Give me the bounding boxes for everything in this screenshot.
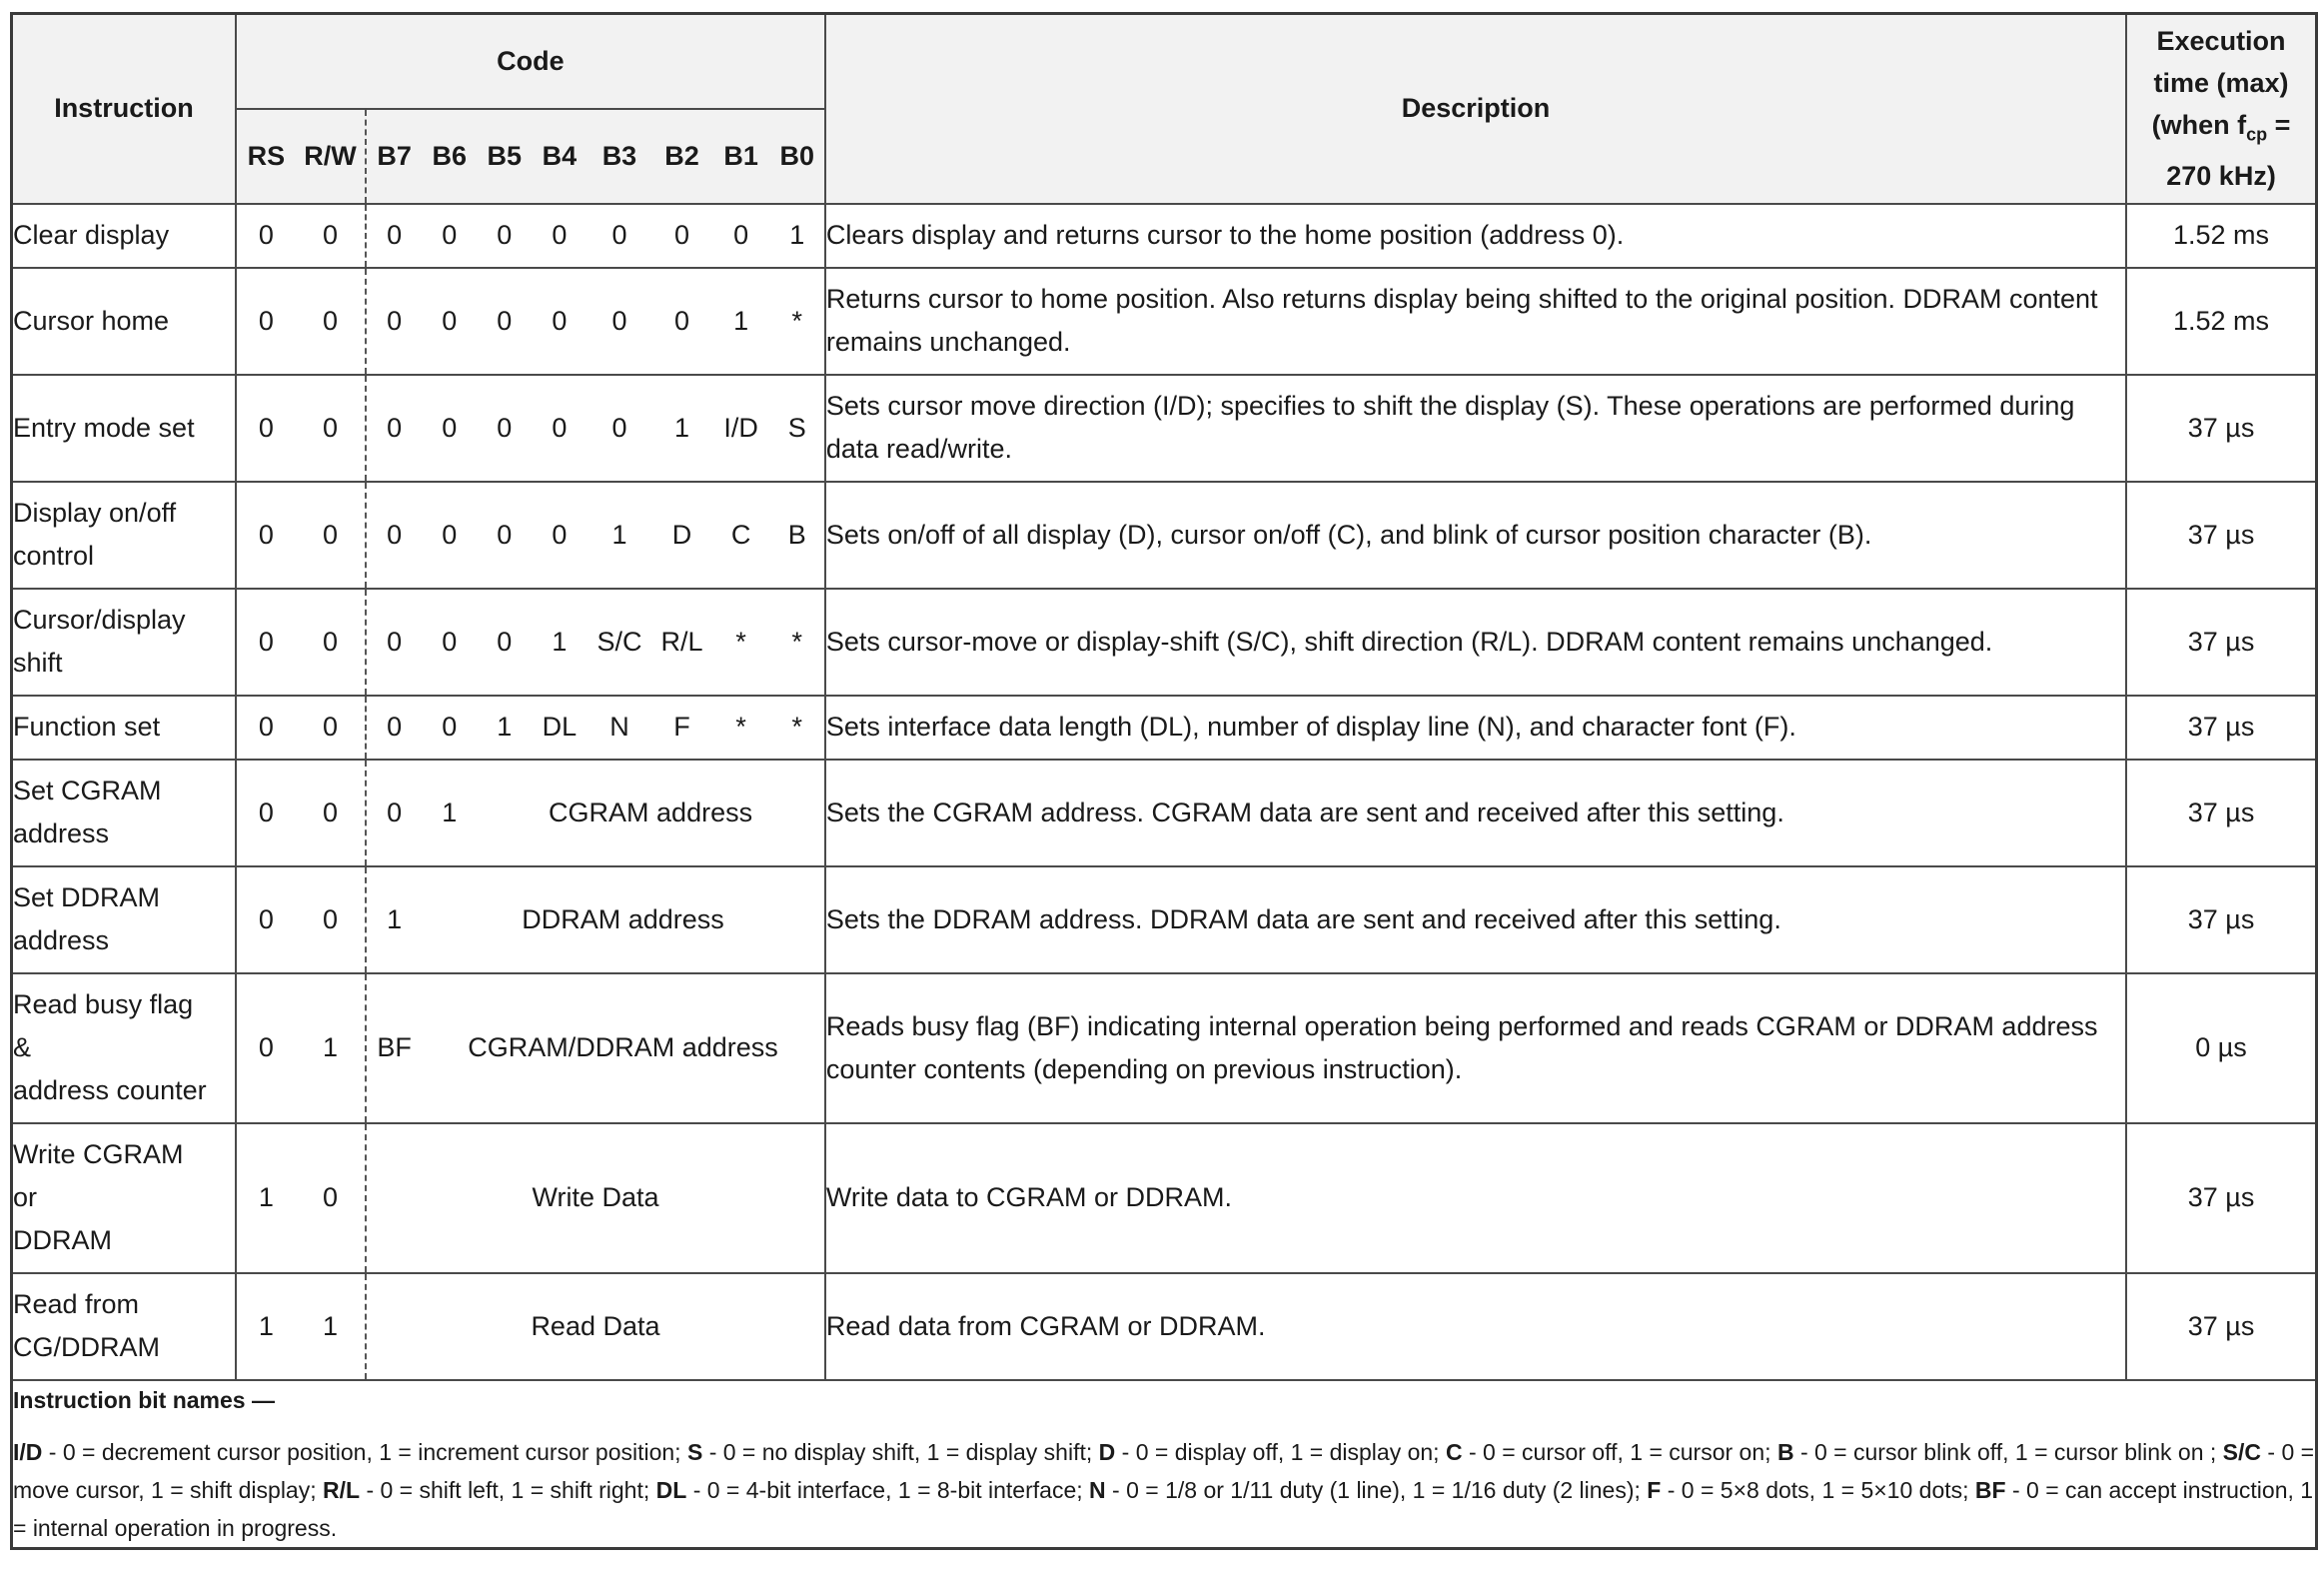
b4-cell: 0 bbox=[532, 204, 586, 268]
b0-cell: B bbox=[770, 482, 825, 589]
rw-cell: 0 bbox=[296, 482, 366, 589]
b7-cell: BF bbox=[366, 973, 422, 1123]
ddram-address-span: DDRAM address bbox=[422, 866, 825, 973]
table-row-set-cgram-address bbox=[12, 760, 2317, 866]
table-row-function-set bbox=[12, 696, 2317, 760]
instruction-name-line1: Read from bbox=[13, 1289, 140, 1319]
instruction-name-line1: Write CGRAM bbox=[13, 1139, 184, 1169]
rw-cell: 0 bbox=[296, 1123, 366, 1273]
rw-cell: 1 bbox=[296, 973, 366, 1123]
description-cell: Write data to CGRAM or DDRAM. bbox=[825, 1123, 2126, 1273]
description-header: Description bbox=[825, 14, 2126, 204]
description-cell: Sets on/off of all display (D), cursor on/off (C), and blink of cursor position character (B). bbox=[825, 482, 2126, 589]
bit-header-b2: B2 bbox=[652, 109, 712, 204]
exec-header-fcp-sub: cp bbox=[2246, 124, 2268, 145]
instruction-name-line2: control bbox=[13, 541, 95, 571]
rw-cell: 1 bbox=[296, 1273, 366, 1380]
exec-time-cell: 37 µs bbox=[2126, 589, 2316, 696]
b0-cell: * bbox=[770, 696, 825, 760]
b6-cell: 0 bbox=[422, 696, 477, 760]
rw-cell: 0 bbox=[296, 375, 366, 482]
b6-cell: 0 bbox=[422, 204, 477, 268]
instruction-name: Function set bbox=[12, 696, 236, 760]
b1-cell: 0 bbox=[712, 204, 770, 268]
code-header: Code bbox=[236, 14, 825, 109]
instruction-name bbox=[12, 866, 236, 973]
exec-time-cell: 37 µs bbox=[2126, 866, 2316, 973]
b2-cell: R/L bbox=[652, 589, 712, 696]
bit-key-c: C bbox=[1445, 1438, 1463, 1465]
bit-key-n: N bbox=[1089, 1476, 1106, 1503]
exec-time-cell: 37 µs bbox=[2126, 1273, 2316, 1380]
instruction-bit-names bbox=[12, 1380, 2317, 1549]
exec-time-cell: 0 µs bbox=[2126, 973, 2316, 1123]
table-row-display-on-off-control bbox=[12, 482, 2317, 589]
instruction-name-line3: address counter bbox=[13, 1075, 207, 1105]
b5-cell: 0 bbox=[477, 589, 532, 696]
b5-cell: 0 bbox=[477, 375, 532, 482]
b7-cell: 1 bbox=[366, 866, 422, 973]
b7-cell: 0 bbox=[366, 268, 422, 375]
footer-row bbox=[12, 1380, 2317, 1549]
bit-header-b1: B1 bbox=[712, 109, 770, 204]
bit-key-sc: S/C bbox=[2222, 1438, 2262, 1465]
rs-cell: 0 bbox=[236, 589, 296, 696]
bit-header-b6: B6 bbox=[422, 109, 477, 204]
rs-cell: 0 bbox=[236, 696, 296, 760]
bit-key-rl: R/L bbox=[323, 1476, 361, 1503]
b7-cell: 0 bbox=[366, 696, 422, 760]
instruction-name bbox=[12, 589, 236, 696]
rs-cell: 1 bbox=[236, 1123, 296, 1273]
bit-desc-id: - 0 = decrement cursor position, 1 = increment cursor position; bbox=[42, 1438, 687, 1465]
instruction-name bbox=[12, 1273, 236, 1380]
rs-cell: 1 bbox=[236, 1273, 296, 1380]
instruction-name bbox=[12, 760, 236, 866]
b1-cell: * bbox=[712, 589, 770, 696]
bit-desc-rl: - 0 = shift left, 1 = shift right; bbox=[360, 1476, 656, 1503]
b6-cell: 1 bbox=[422, 760, 477, 866]
table-row-write-cgram-or-ddram bbox=[12, 1123, 2317, 1273]
instruction-name-line2: address bbox=[13, 818, 110, 848]
rs-cell: 0 bbox=[236, 973, 296, 1123]
bit-header-b3: B3 bbox=[586, 109, 651, 204]
instruction-name bbox=[12, 973, 236, 1123]
bit-key-f: F bbox=[1647, 1476, 1662, 1503]
instruction-name: Cursor home bbox=[12, 268, 236, 375]
b5-cell: 1 bbox=[477, 696, 532, 760]
description-cell: Clears display and returns cursor to the home position (address 0). bbox=[825, 204, 2126, 268]
b4-cell: 1 bbox=[532, 589, 586, 696]
bit-header-b5: B5 bbox=[477, 109, 532, 204]
instruction-name bbox=[12, 1123, 236, 1273]
bit-desc-c: - 0 = cursor off, 1 = cursor on; bbox=[1462, 1438, 1777, 1465]
bit-key-b: B bbox=[1776, 1438, 1794, 1465]
b7-cell: 0 bbox=[366, 375, 422, 482]
exec-header-line3-post: = bbox=[2267, 110, 2291, 141]
b3-cell: 0 bbox=[586, 268, 651, 375]
b6-cell: 0 bbox=[422, 375, 477, 482]
b3-cell: 0 bbox=[586, 375, 651, 482]
bit-desc-b: - 0 = cursor blink off, 1 = cursor blink on ; bbox=[1793, 1438, 2223, 1465]
bit-key-id: I/D bbox=[13, 1438, 43, 1465]
instruction-name: Entry mode set bbox=[12, 375, 236, 482]
exec-time-cell: 1.52 ms bbox=[2126, 204, 2316, 268]
bit-key-s: S bbox=[686, 1438, 703, 1465]
header-row-1 bbox=[12, 14, 2317, 109]
table-row-set-ddram-address bbox=[12, 866, 2317, 973]
b0-cell: * bbox=[770, 589, 825, 696]
instruction-name-line1: Set DDRAM bbox=[13, 882, 161, 912]
b3-cell: S/C bbox=[586, 589, 651, 696]
bit-key-d: D bbox=[1098, 1438, 1116, 1465]
b5-cell: 0 bbox=[477, 204, 532, 268]
bit-desc-sc: - 0 = move cursor, 1 = shift display; bbox=[13, 1438, 2315, 1503]
b1-cell: * bbox=[712, 696, 770, 760]
instruction-name-line1: Cursor/display bbox=[13, 605, 186, 635]
b3-cell: N bbox=[586, 696, 651, 760]
rw-cell: 0 bbox=[296, 760, 366, 866]
rw-cell: 0 bbox=[296, 268, 366, 375]
rw-cell: 0 bbox=[296, 204, 366, 268]
b1-cell: 1 bbox=[712, 268, 770, 375]
bit-header-b0: B0 bbox=[770, 109, 825, 204]
cgram-ddram-address-span: CGRAM/DDRAM address bbox=[422, 973, 825, 1123]
b1-cell: I/D bbox=[712, 375, 770, 482]
rs-cell: 0 bbox=[236, 204, 296, 268]
description-cell: Sets the DDRAM address. DDRAM data are sent and received after this setting. bbox=[825, 866, 2126, 973]
exec-time-cell: 37 µs bbox=[2126, 1123, 2316, 1273]
exec-header-line3 bbox=[2127, 104, 2315, 155]
exec-time-cell: 37 µs bbox=[2126, 760, 2316, 866]
rw-cell: 0 bbox=[296, 589, 366, 696]
bit-desc-s: - 0 = no display shift, 1 = display shift; bbox=[702, 1438, 1099, 1465]
rs-cell: 0 bbox=[236, 482, 296, 589]
bit-key-dl: DL bbox=[655, 1476, 687, 1503]
b6-cell: 0 bbox=[422, 268, 477, 375]
exec-header-line3-pre: (when f bbox=[2151, 110, 2247, 141]
footer-body bbox=[13, 1433, 2315, 1547]
instruction-header: Instruction bbox=[12, 14, 236, 204]
b5-cell: 0 bbox=[477, 482, 532, 589]
rs-cell: 0 bbox=[236, 866, 296, 973]
b7-cell: 0 bbox=[366, 589, 422, 696]
write-data-span: Write Data bbox=[366, 1123, 825, 1273]
exec-time-cell: 37 µs bbox=[2126, 696, 2316, 760]
description-cell: Sets cursor move direction (I/D); specifies to shift the display (S). These operations are performed during data read/write. bbox=[825, 375, 2126, 482]
b0-cell: 1 bbox=[770, 204, 825, 268]
description-cell: Returns cursor to home position. Also returns display being shifted to the original position. DDRAM content remains unchanged. bbox=[825, 268, 2126, 375]
exec-header-line4: 270 kHz) bbox=[2166, 161, 2276, 192]
bit-header-b7: B7 bbox=[366, 109, 422, 204]
description-cell: Reads busy flag (BF) indicating internal operation being performed and reads CGRAM or DDRAM address counter contents (depending on previous instruction). bbox=[825, 973, 2126, 1123]
table-row-read-from-cg-ddram bbox=[12, 1273, 2317, 1380]
b7-cell: 0 bbox=[366, 760, 422, 866]
b2-cell: 0 bbox=[652, 204, 712, 268]
b4-cell: 0 bbox=[532, 482, 586, 589]
b7-cell: 0 bbox=[366, 482, 422, 589]
b3-cell: 0 bbox=[586, 204, 651, 268]
lcd-instruction-table bbox=[10, 12, 2318, 1550]
table-row-cursor-display-shift bbox=[12, 589, 2317, 696]
bit-desc-d: - 0 = display off, 1 = display on; bbox=[1115, 1438, 1446, 1465]
bit-header-b4: B4 bbox=[532, 109, 586, 204]
description-cell: Sets interface data length (DL), number of display line (N), and character font (F). bbox=[825, 696, 2126, 760]
bit-header-rw: R/W bbox=[296, 109, 366, 204]
description-cell: Sets cursor-move or display-shift (S/C), shift direction (R/L). DDRAM content remains unchanged. bbox=[825, 589, 2126, 696]
execution-time-header bbox=[2126, 14, 2316, 204]
b2-cell: D bbox=[652, 482, 712, 589]
b4-cell: 0 bbox=[532, 268, 586, 375]
instruction-name-line1: Read busy flag bbox=[13, 989, 194, 1019]
instruction-name-line2: address bbox=[13, 925, 110, 955]
exec-time-cell: 37 µs bbox=[2126, 482, 2316, 589]
instruction-name-line2: & bbox=[13, 1032, 32, 1062]
exec-header-line2: time (max) bbox=[2153, 68, 2289, 99]
b2-cell: F bbox=[652, 696, 712, 760]
cgram-address-span: CGRAM address bbox=[477, 760, 825, 866]
table-row-read-busy-flag bbox=[12, 973, 2317, 1123]
description-cell: Sets the CGRAM address. CGRAM data are sent and received after this setting. bbox=[825, 760, 2126, 866]
read-data-span: Read Data bbox=[366, 1273, 825, 1380]
b6-cell: 0 bbox=[422, 482, 477, 589]
instruction-name: Clear display bbox=[12, 204, 236, 268]
b3-cell: 1 bbox=[586, 482, 651, 589]
instruction-name-line2: CG/DDRAM bbox=[13, 1332, 160, 1362]
b4-cell: 0 bbox=[532, 375, 586, 482]
b2-cell: 1 bbox=[652, 375, 712, 482]
b4-cell: DL bbox=[532, 696, 586, 760]
b6-cell: 0 bbox=[422, 589, 477, 696]
instruction-name bbox=[12, 482, 236, 589]
instruction-name-line3: DDRAM bbox=[13, 1225, 112, 1255]
b1-cell: C bbox=[712, 482, 770, 589]
table-row-entry-mode-set bbox=[12, 375, 2317, 482]
instruction-name-line2: shift bbox=[13, 648, 63, 678]
rw-cell: 0 bbox=[296, 696, 366, 760]
description-cell: Read data from CGRAM or DDRAM. bbox=[825, 1273, 2126, 1380]
b7-cell: 0 bbox=[366, 204, 422, 268]
bit-desc-dl: - 0 = 4-bit interface, 1 = 8-bit interface; bbox=[686, 1476, 1090, 1503]
footer-title: Instruction bit names — bbox=[13, 1386, 275, 1413]
instruction-name-line1: Display on/off bbox=[13, 498, 177, 528]
exec-header-line1: Execution bbox=[2156, 26, 2286, 57]
bit-header-rs: RS bbox=[236, 109, 296, 204]
instruction-name-line1: Set CGRAM bbox=[13, 776, 162, 805]
rs-cell: 0 bbox=[236, 760, 296, 866]
bit-key-bf: BF bbox=[1974, 1476, 2006, 1503]
table-row-cursor-home bbox=[12, 268, 2317, 375]
exec-time-cell: 37 µs bbox=[2126, 375, 2316, 482]
table-row-clear-display bbox=[12, 204, 2317, 268]
bit-desc-bf: - 0 = can accept instruction, 1 = internal operation in progress. bbox=[13, 1476, 2314, 1541]
bit-desc-n: - 0 = 1/8 or 1/11 duty (1 line), 1 = 1/16 duty (2 lines); bbox=[1105, 1476, 1648, 1503]
instruction-name-line2: or bbox=[13, 1182, 38, 1212]
rs-cell: 0 bbox=[236, 268, 296, 375]
b0-cell: * bbox=[770, 268, 825, 375]
rs-cell: 0 bbox=[236, 375, 296, 482]
exec-time-cell: 1.52 ms bbox=[2126, 268, 2316, 375]
bit-desc-f: - 0 = 5×8 dots, 1 = 5×10 dots; bbox=[1661, 1476, 1975, 1503]
b5-cell: 0 bbox=[477, 268, 532, 375]
b2-cell: 0 bbox=[652, 268, 712, 375]
rw-cell: 0 bbox=[296, 866, 366, 973]
b0-cell: S bbox=[770, 375, 825, 482]
